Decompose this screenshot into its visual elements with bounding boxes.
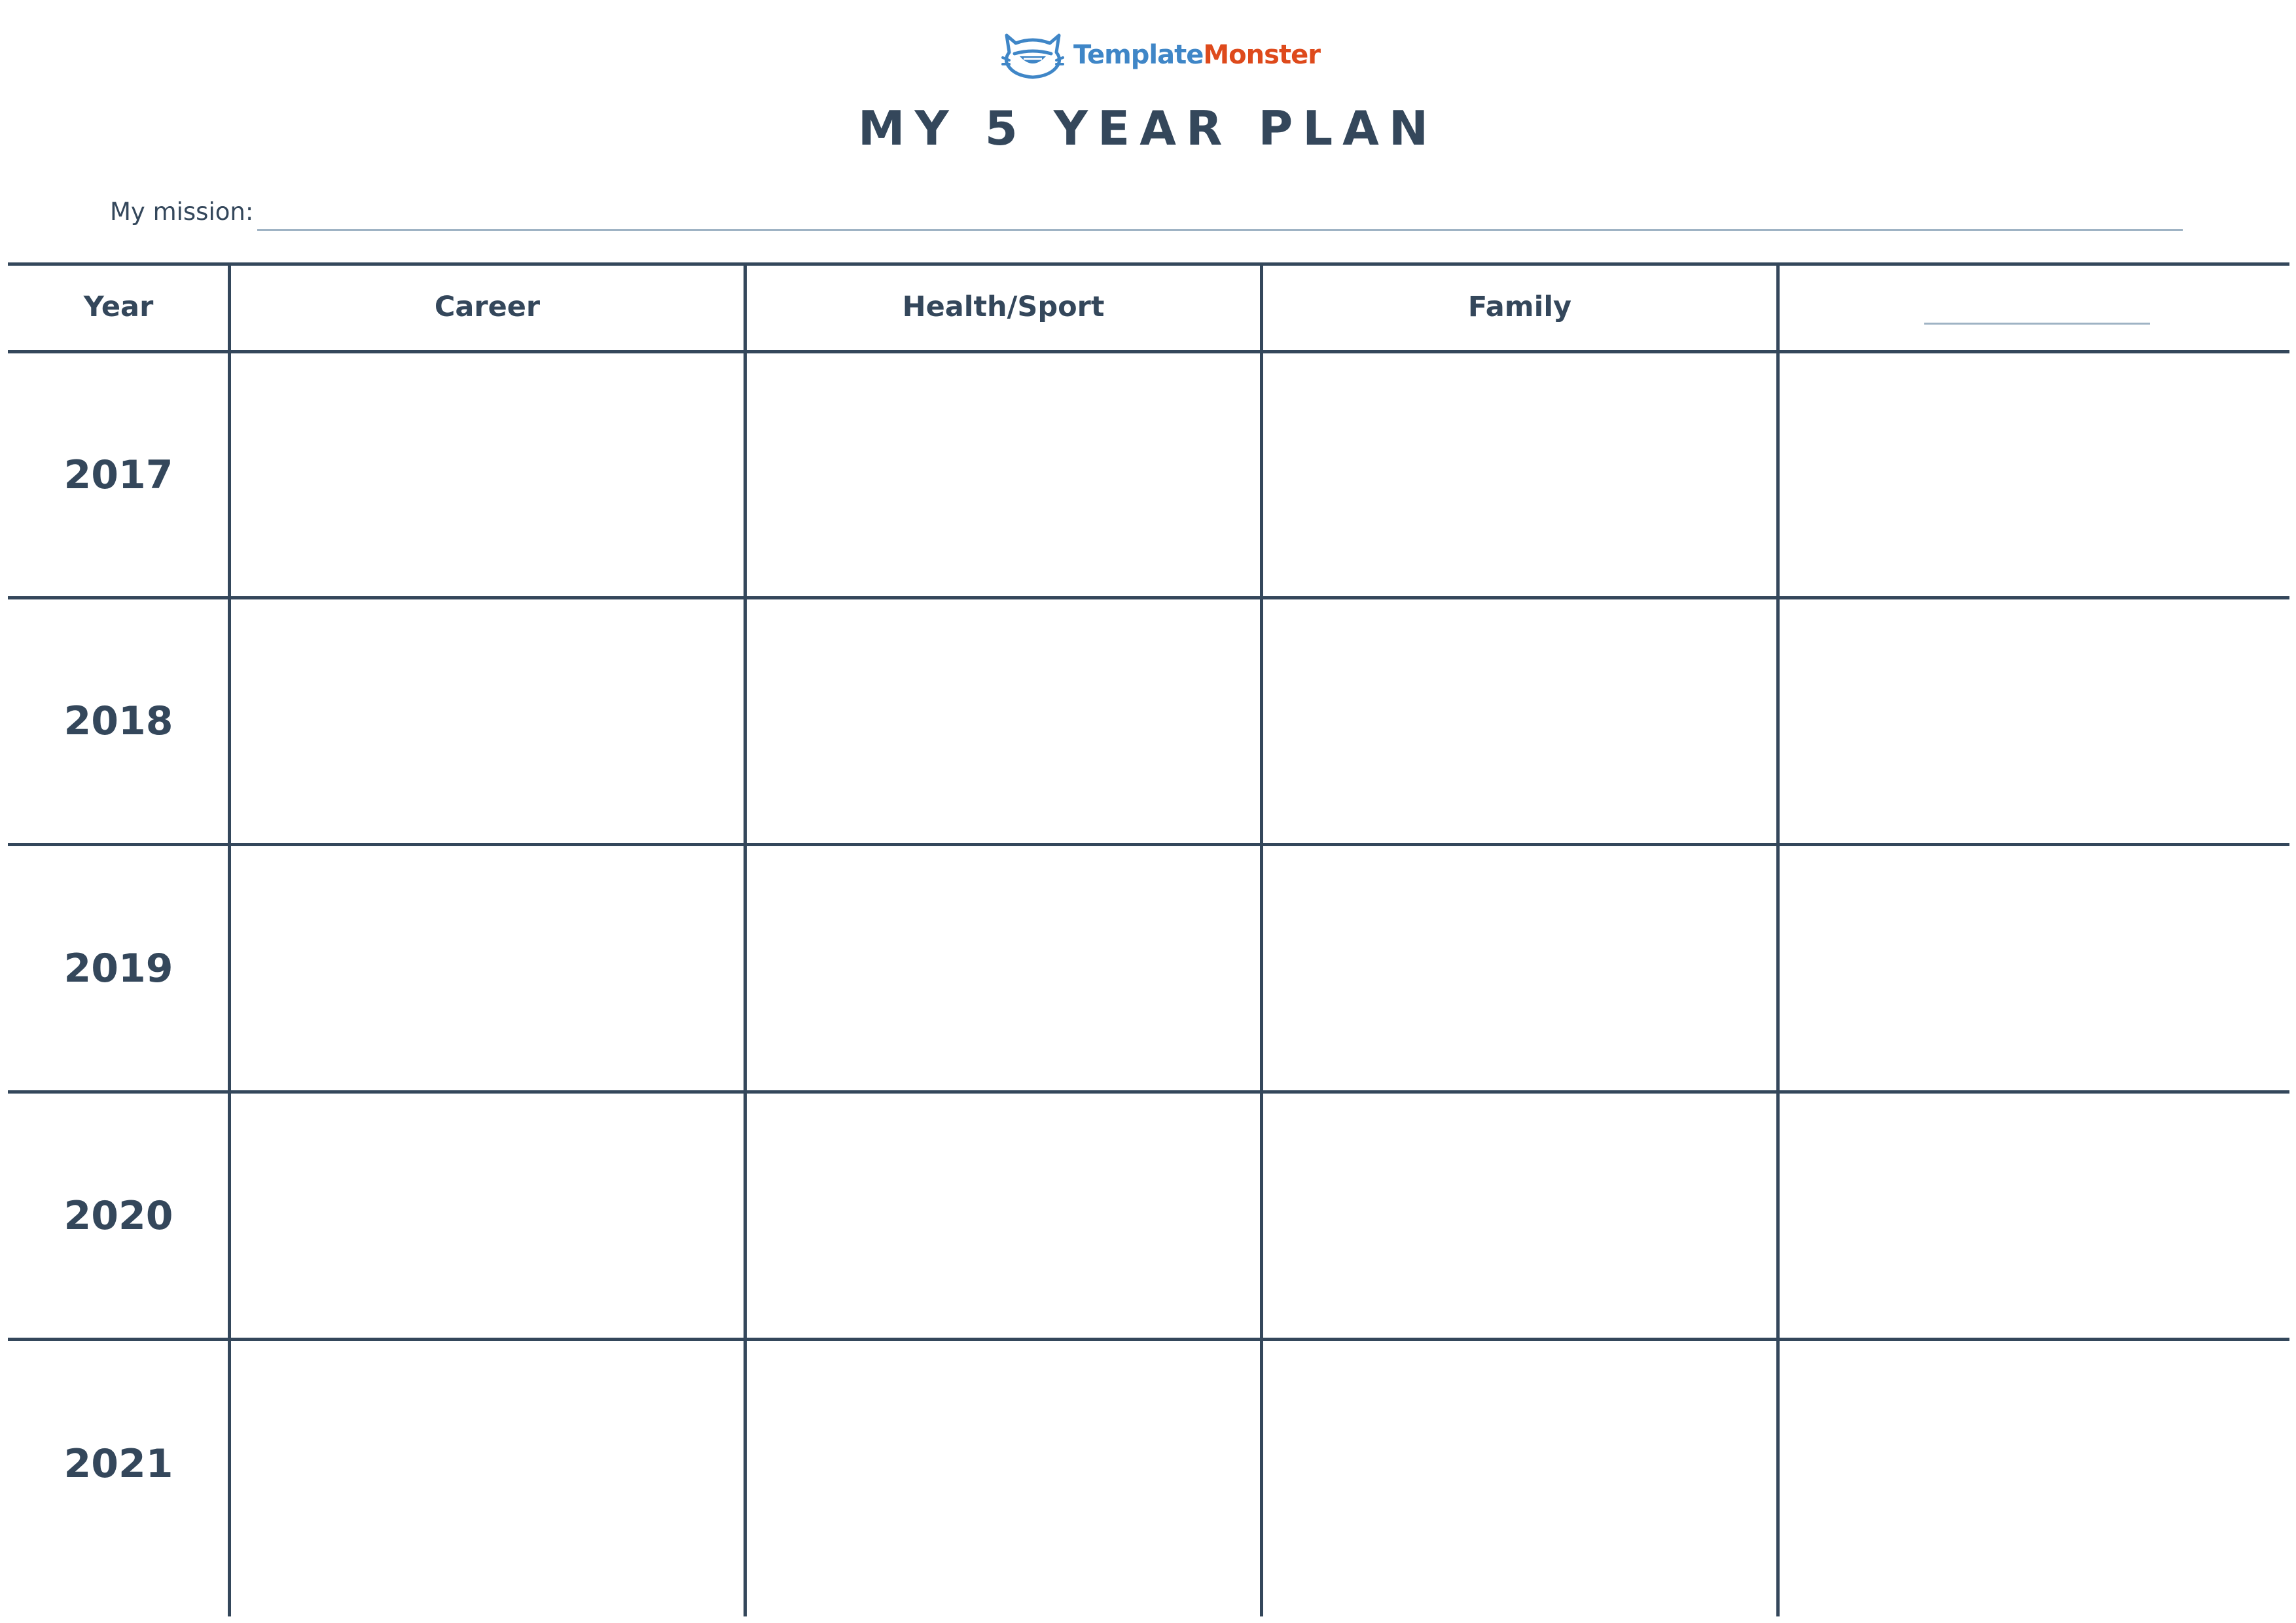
brand-name-part2: Monster [1203,40,1320,70]
page-title: MY 5 YEAR PLAN [857,101,1439,156]
mission-label: My mission: [110,198,254,226]
row-divider [8,596,2289,599]
column-divider [1260,262,1263,1616]
row-divider [8,1338,2289,1341]
year-label: 2019 [63,945,173,991]
header-health-sport: Health/Sport [902,291,1105,323]
row-divider [8,843,2289,846]
row-divider [8,1090,2289,1094]
header-custom-blank-line[interactable] [1924,323,2150,325]
brand-name [1073,40,1320,70]
mission-input-line[interactable] [257,229,2183,231]
header-year: Year [83,291,154,323]
column-divider [1776,262,1780,1616]
year-label: 2021 [63,1440,173,1487]
header-family: Family [1467,291,1572,323]
header-career: Career [434,291,541,323]
brand-logo [1001,29,1320,81]
brand-name-part1: Template [1073,40,1204,70]
year-label: 2018 [63,698,173,744]
year-label: 2017 [63,452,173,498]
year-label: 2020 [63,1192,173,1239]
monster-logo-icon [1001,30,1064,80]
column-divider [744,262,747,1616]
